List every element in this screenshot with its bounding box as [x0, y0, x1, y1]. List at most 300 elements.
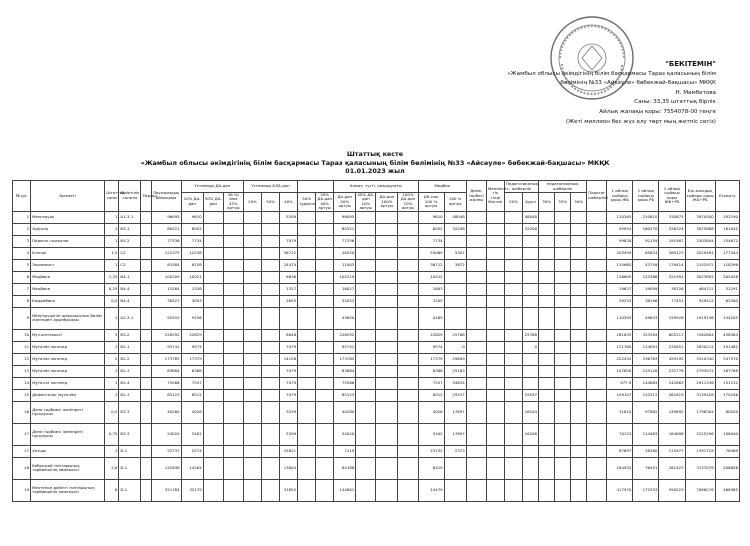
- table-cell: [203, 223, 223, 235]
- table-cell: 97882: [633, 401, 659, 423]
- table-cell: 19099: [633, 283, 659, 295]
- table-cell: [539, 259, 555, 271]
- table-cell: [356, 353, 376, 365]
- table-cell: 206826: [715, 457, 739, 479]
- col-header: Деме-гербесі жалпы: [466, 181, 486, 212]
- table-cell: [587, 329, 607, 341]
- staff-schedule-table: [12, 180, 740, 502]
- table-cell: 466585: [715, 479, 739, 501]
- col-header: 50%: [504, 193, 522, 212]
- table-cell: [203, 457, 223, 479]
- table-row: [13, 235, 740, 247]
- table-cell: 14479: [418, 479, 444, 501]
- table-cell: 17697: [444, 401, 466, 423]
- table-cell: B3-1: [119, 223, 141, 235]
- table-cell: 184932: [607, 457, 633, 479]
- table-cell: C2: [119, 247, 141, 259]
- table-cell: Муз.жетекшісі: [31, 329, 105, 341]
- table-cell: 1603: [418, 283, 444, 295]
- table-cell: [398, 283, 418, 295]
- approval-signer: Н. Мамбетова: [675, 89, 716, 96]
- table-cell: 2,6: [105, 457, 119, 479]
- table-cell: [223, 235, 243, 247]
- table-cell: [203, 329, 223, 341]
- table-cell: [522, 307, 538, 329]
- table-cell: [486, 457, 504, 479]
- table-row: [13, 307, 740, 329]
- table-cell: B3-3: [119, 423, 141, 445]
- table-cell: [539, 457, 555, 479]
- table-cell: 118296: [715, 259, 739, 271]
- table-cell: 173785: [151, 353, 181, 365]
- table-cell: [522, 445, 538, 457]
- table-cell: [223, 479, 243, 501]
- table-cell: Есепші: [31, 247, 105, 259]
- table-cell: 210610: [633, 211, 659, 223]
- table-cell: 16: [13, 401, 31, 423]
- table-cell: 1: [105, 341, 119, 353]
- table-cell: Мектепке дейінгі топтарының тәрбиешінің көмекшісі: [31, 479, 105, 501]
- table-cell: 0,5: [105, 401, 119, 423]
- table-cell: [223, 353, 243, 365]
- table-cell: 95954: [607, 223, 633, 235]
- table-cell: 76469: [715, 445, 739, 457]
- table-cell: [571, 457, 587, 479]
- table-cell: 1796304: [685, 401, 715, 423]
- table-cell: [398, 259, 418, 271]
- table-cell: [261, 223, 279, 235]
- table-cell: 242663: [659, 377, 685, 389]
- table-cell: 417970: [607, 479, 633, 501]
- table-cell: [555, 377, 571, 389]
- table-cell: [466, 353, 486, 365]
- table-cell: [398, 479, 418, 501]
- table-row: [13, 295, 740, 307]
- table-row: [13, 423, 740, 445]
- table-cell: [261, 259, 279, 271]
- table-cell: [571, 329, 587, 341]
- table-cell: 7079: [280, 377, 298, 389]
- table-cell: [444, 307, 466, 329]
- table-cell: [203, 479, 223, 501]
- table-cell: [261, 341, 279, 353]
- table-cell: 159928: [659, 307, 685, 329]
- table-cell: [504, 479, 522, 501]
- table-cell: [587, 445, 607, 457]
- table-cell: [203, 283, 223, 295]
- table-cell: 22829: [418, 329, 444, 341]
- table-cell: [376, 307, 398, 329]
- table-cell: [466, 377, 486, 389]
- table-cell: [298, 283, 316, 295]
- table-cell: [504, 377, 522, 389]
- table-cell: [223, 445, 243, 457]
- table-cell: 25537: [522, 389, 538, 401]
- table-cell: [571, 307, 587, 329]
- table-cell: [316, 283, 334, 295]
- table-cell: 115977: [659, 445, 685, 457]
- table-cell: 114091: [633, 341, 659, 353]
- group-header: Үстемақы ДА-дан: [181, 181, 243, 193]
- table-cell: 3229481: [685, 247, 715, 259]
- table-body: [13, 211, 740, 501]
- table-cell: 3137076: [685, 457, 715, 479]
- table-cell: [587, 401, 607, 423]
- table-cell: 3139428: [685, 389, 715, 401]
- table-cell: B2-1: [119, 341, 141, 353]
- table-cell: [376, 457, 398, 479]
- table-cell: 179414: [659, 259, 685, 271]
- table-cell: 7079: [280, 389, 298, 401]
- table-cell: 5309: [280, 423, 298, 445]
- table-cell: 96095: [151, 211, 181, 223]
- table-cell: 7086276: [685, 479, 715, 501]
- table-cell: [504, 457, 522, 479]
- table-cell: 1919136: [685, 307, 715, 329]
- table-cell: [466, 295, 486, 307]
- table-cell: [466, 401, 486, 423]
- table-cell: 2830212: [685, 341, 715, 353]
- table-cell: [261, 329, 279, 341]
- table-cell: 107650: [607, 365, 633, 377]
- table-cell: [356, 377, 376, 389]
- table-cell: [504, 389, 522, 401]
- table-cell: [466, 223, 486, 235]
- col-header: Разряд: [141, 181, 151, 212]
- table-cell: 85123: [151, 389, 181, 401]
- table-cell: [466, 235, 486, 247]
- table-cell: 55069: [418, 247, 444, 259]
- table-cell: 5309: [280, 211, 298, 223]
- table-cell: 24474: [280, 259, 298, 271]
- table-cell: 8388: [418, 365, 444, 377]
- table-cell: [316, 401, 334, 423]
- table-cell: [243, 211, 261, 223]
- table-cell: 1: [105, 389, 119, 401]
- col-header: Мемлекет-тік тілді білгені: [486, 181, 504, 212]
- table-cell: Дефектолог мұғалімі: [31, 389, 105, 401]
- table-cell: [376, 341, 398, 353]
- table-cell: [398, 445, 418, 457]
- table-cell: 236763: [633, 353, 659, 365]
- table-cell: [587, 295, 607, 307]
- table-cell: [316, 235, 334, 247]
- table-cell: [243, 401, 261, 423]
- table-cell: [504, 365, 522, 377]
- table-cell: [466, 365, 486, 377]
- table-cell: 125386: [633, 271, 659, 283]
- table-cell: 14158: [280, 353, 298, 365]
- table-cell: 25768: [522, 329, 538, 341]
- table-cell: 2793072: [685, 365, 715, 377]
- table-cell: 7079: [280, 341, 298, 353]
- table-cell: [243, 341, 261, 353]
- table-cell: [587, 457, 607, 479]
- table-cell: [444, 479, 466, 501]
- table-cell: 23732: [418, 445, 444, 457]
- table-cell: 7079: [280, 365, 298, 377]
- table-cell: [504, 353, 522, 365]
- table-cell: [376, 283, 398, 295]
- table-cell: 0: [522, 341, 538, 353]
- table-cell: [466, 389, 486, 401]
- table-cell: [571, 223, 587, 235]
- table-cell: D-1: [119, 445, 141, 457]
- table-row: [13, 271, 740, 283]
- table-cell: D-1: [119, 457, 141, 479]
- table-cell: [316, 457, 334, 479]
- table-row: [13, 445, 740, 457]
- table-row: [13, 389, 740, 401]
- table-cell: [571, 259, 587, 271]
- table-cell: [223, 247, 243, 259]
- table-cell: Мұғал-м логопед: [31, 377, 105, 389]
- table-cell: [398, 211, 418, 223]
- table-cell: [298, 365, 316, 377]
- table-cell: [376, 423, 398, 445]
- table-cell: B2-3: [119, 389, 141, 401]
- table-cell: [555, 295, 571, 307]
- table-cell: [539, 295, 555, 307]
- table-cell: [298, 307, 316, 329]
- table-cell: [522, 271, 538, 283]
- table-cell: 7119: [334, 445, 356, 457]
- table-cell: Мұғалім логопед: [31, 365, 105, 377]
- table-cell: 5402: [418, 423, 444, 445]
- table-cell: [223, 295, 243, 307]
- table-cell: 125126: [633, 365, 659, 377]
- table-cell: 8052: [418, 223, 444, 235]
- table-cell: [539, 341, 555, 353]
- table-cell: [555, 341, 571, 353]
- table-cell: [555, 329, 571, 341]
- table-cell: [522, 295, 538, 307]
- table-cell: 1: [105, 211, 119, 223]
- table-cell: [466, 247, 486, 259]
- table-cell: [376, 377, 398, 389]
- table-cell: 14264: [181, 457, 203, 479]
- table-cell: 1526: [181, 283, 203, 295]
- table-row: [13, 247, 740, 259]
- table-cell: 6419: [418, 457, 444, 479]
- table-cell: [486, 377, 504, 389]
- table-cell: 8848: [280, 329, 298, 341]
- table-cell: 100209: [151, 271, 181, 283]
- table-cell: [356, 401, 376, 423]
- table-cell: B2-4: [119, 377, 141, 389]
- table-cell: [486, 223, 504, 235]
- table-cell: 70123: [607, 423, 633, 445]
- table-row: [13, 457, 740, 479]
- table-cell: [316, 445, 334, 457]
- table-cell: 3539: [280, 401, 298, 423]
- table-cell: [261, 235, 279, 247]
- table-cell: [141, 377, 151, 389]
- table-row: [13, 479, 740, 501]
- table-cell: [539, 307, 555, 329]
- table-cell: [587, 479, 607, 501]
- table-cell: [243, 365, 261, 377]
- table-cell: 1: [105, 377, 119, 389]
- table-cell: 154672: [715, 235, 739, 247]
- table-cell: [555, 479, 571, 501]
- table-cell: [587, 353, 607, 365]
- table-cell: [398, 365, 418, 377]
- table-cell: [376, 211, 398, 223]
- table-cell: [398, 389, 418, 401]
- table-cell: 17: [13, 423, 31, 445]
- table-cell: [356, 329, 376, 341]
- table-cell: [298, 479, 316, 501]
- table-cell: [571, 341, 587, 353]
- table-cell: [223, 423, 243, 445]
- table-cell: 7734: [181, 235, 203, 247]
- table-cell: [486, 211, 504, 223]
- table-cell: [141, 295, 151, 307]
- table-cell: [555, 271, 571, 283]
- table-cell: 22829: [181, 329, 203, 341]
- table-cell: [141, 479, 151, 501]
- col-header: Ескерту: [715, 181, 739, 212]
- table-cell: [223, 259, 243, 271]
- table-cell: 105219: [334, 271, 356, 283]
- table-cell: 7734: [418, 235, 444, 247]
- table-cell: [316, 479, 334, 501]
- table-cell: [522, 377, 538, 389]
- table-cell: 10: [13, 329, 31, 341]
- table-cell: [376, 445, 398, 457]
- table-cell: [504, 235, 522, 247]
- table-cell: [522, 457, 538, 479]
- table-cell: [243, 329, 261, 341]
- table-cell: 321784: [151, 479, 181, 501]
- table-cell: [504, 295, 522, 307]
- table-cell: 19627: [607, 283, 633, 295]
- table-cell: [298, 259, 316, 271]
- table-cell: [356, 211, 376, 223]
- table-cell: 83884: [334, 365, 356, 377]
- group-header: Педагогикалық шеберлік: [505, 181, 538, 191]
- table-cell: 13804: [280, 457, 298, 479]
- col-header: 50% тұрақты: [298, 193, 316, 212]
- table-cell: [466, 479, 486, 501]
- table-cell: 11: [13, 341, 31, 353]
- table-cell: Дене тәрбиесі жөніндегі нұсқаушы: [31, 423, 105, 445]
- table-cell: 161042: [715, 223, 739, 235]
- table-cell: [243, 479, 261, 501]
- col-header: Педагог шеберлігі: [587, 181, 607, 212]
- table-cell: [356, 247, 376, 259]
- table-cell: [356, 389, 376, 401]
- table-cell: [587, 235, 607, 247]
- table-cell: [298, 457, 316, 479]
- table-cell: 6636: [280, 271, 298, 283]
- table-cell: [571, 353, 587, 365]
- table-cell: [504, 341, 522, 353]
- table-cell: B3-2: [119, 235, 141, 247]
- table-cell: [555, 389, 571, 401]
- table-cell: 31855: [280, 479, 298, 501]
- table-cell: [587, 259, 607, 271]
- table-cell: [376, 479, 398, 501]
- table-cell: [223, 307, 243, 329]
- table-cell: [141, 271, 151, 283]
- table-cell: 170246: [715, 389, 739, 401]
- table-cell: 126605: [607, 271, 633, 283]
- table-cell: [587, 223, 607, 235]
- table-cell: 8512: [181, 389, 203, 401]
- table-cell: 12: [13, 353, 31, 365]
- table-cell: 36712: [280, 247, 298, 259]
- table-cell: [398, 295, 418, 307]
- table-cell: [356, 223, 376, 235]
- table-cell: [522, 365, 538, 377]
- table-cell: [539, 479, 555, 501]
- table-cell: [486, 423, 504, 445]
- table-cell: 32053: [334, 295, 356, 307]
- table-cell: 17379: [418, 353, 444, 365]
- table-cell: 1391729: [685, 445, 715, 457]
- table-cell: [261, 445, 279, 457]
- table-cell: [203, 259, 223, 271]
- table-cell: [298, 353, 316, 365]
- table-cell: 62580: [715, 295, 739, 307]
- table-cell: [316, 377, 334, 389]
- table-cell: [398, 271, 418, 283]
- table-cell: 4026: [418, 401, 444, 423]
- table-cell: [444, 457, 466, 479]
- table-cell: [587, 211, 607, 223]
- table-cell: [316, 307, 334, 329]
- table-cell: 330875: [659, 211, 685, 223]
- table-cell: [398, 353, 418, 365]
- table-cell: 269123: [659, 247, 685, 259]
- table-cell: [466, 341, 486, 353]
- table-cell: 54020: [151, 423, 181, 445]
- table-cell: 80521: [334, 223, 356, 235]
- table-cell: Хатшы: [31, 445, 105, 457]
- table-cell: [486, 271, 504, 283]
- table-cell: [486, 283, 504, 295]
- table-cell: 10021: [181, 271, 203, 283]
- table-cell: [486, 445, 504, 457]
- table-cell: 16027: [334, 283, 356, 295]
- table-row: [13, 377, 740, 389]
- table-cell: [539, 329, 555, 341]
- table-cell: [141, 283, 151, 295]
- table-cell: [504, 401, 522, 423]
- table-cell: 75566: [151, 377, 181, 389]
- table-cell: [223, 329, 243, 341]
- table-cell: 32208: [444, 223, 466, 235]
- table-cell: [356, 341, 376, 353]
- table-cell: 9610: [418, 211, 444, 223]
- table-cell: 590523: [659, 479, 685, 501]
- table-cell: 256324: [659, 223, 685, 235]
- table-cell: Медбике: [31, 283, 105, 295]
- table-cell: [571, 389, 587, 401]
- table-cell: D-1: [119, 479, 141, 501]
- table-cell: [356, 307, 376, 329]
- table-cell: [223, 401, 243, 423]
- table-cell: [398, 457, 418, 479]
- table-cell: [141, 389, 151, 401]
- table-cell: 5402: [181, 423, 203, 445]
- table-cell: [298, 295, 316, 307]
- table-cell: [504, 247, 522, 259]
- table-cell: [316, 365, 334, 377]
- table-cell: [555, 353, 571, 365]
